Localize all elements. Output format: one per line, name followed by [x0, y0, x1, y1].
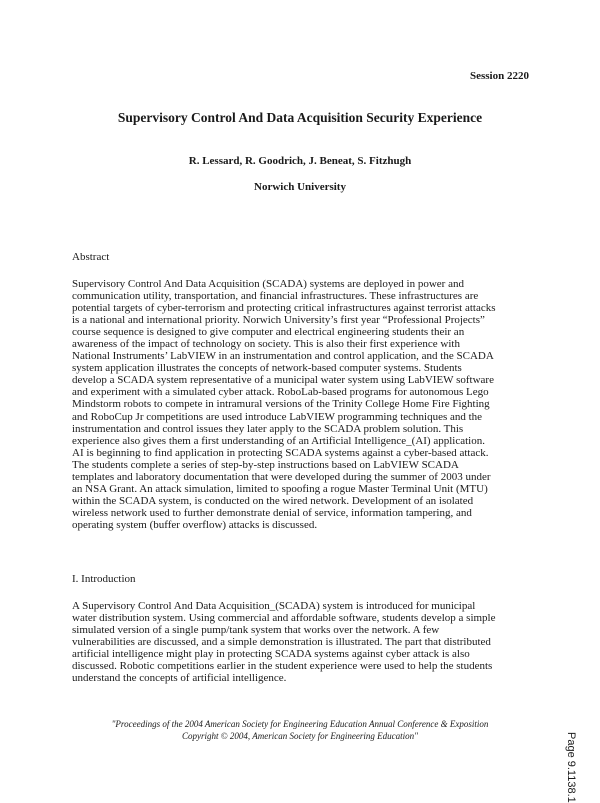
text-line: AI is beginning to find application in protecting SCADA systems against a cyber-based attack. [72, 446, 489, 459]
text-line: wireless network used to further demonstrate denial of service, information tampering, and [72, 506, 472, 519]
introduction-heading: I. Introduction [72, 573, 136, 585]
text-line: communication utility, transportation, and financial infrastructures. These infrastructures are [72, 290, 479, 303]
text-line: water distribution system. Using commercial and affordable software, students develop a simple [72, 612, 496, 625]
text-line: potential targets of cyber-terrorism and protecting critical infrastructures against terrorist attacks [72, 302, 496, 315]
abstract-body [72, 278, 532, 531]
text-line: templates and laboratory documentation that were developed during the summer of 2003 under [72, 470, 491, 483]
text-line: within the SCADA system, is conducted on the wired network. Development of an isolated [72, 494, 474, 507]
page-number-stamp: Page 9.1138.1 [565, 732, 577, 803]
text-line: system application illustrates the concepts of network-based computer systems. Students [72, 362, 462, 375]
text-line: course sequence is designed to give computer and electrical engineering students their an [72, 326, 465, 339]
introduction-body [72, 600, 532, 684]
text-line: A Supervisory Control And Data Acquisition_(SCADA) system is introduced for municipal [72, 600, 476, 612]
paper-title: Supervisory Control And Data Acquisition Security Experience [117, 110, 483, 125]
text-line: experience also gives them a first understanding of an Artificial Intelligence_(AI) application. [72, 434, 485, 447]
footer [0, 718, 600, 742]
author-list: R. Lessard, R. Goodrich, J. Beneat, S. Fitzhugh [188, 155, 412, 167]
text-line: operating system (buffer overflow) attacks is discussed. [72, 518, 318, 531]
text-line: discussed. Robotic competitions earlier in the student experience were used to help the students [72, 660, 493, 673]
text-line: instrumentation and control issues they later apply to the SCADA problem solution. This [72, 422, 464, 435]
text-line: and RoboCup Jr competitions are used introduce LabVIEW programming techniques and the [72, 410, 483, 423]
text-line: and experiment with a simulated cyber attack. RoboLab-based programs for autonomous Lego [72, 386, 489, 399]
text-line: is a national and international priority. Norwich University’s first year “Professional Projects” [72, 314, 485, 327]
text-line: The students complete a series of step-by-step instructions based on LabVIEW SCADA [72, 458, 459, 471]
text-line: vulnerabilities are discussed, and a simple demonstration is illustrated. The part that distributed [72, 636, 491, 649]
text-line: artificial intelligence might play in protecting SCADA systems against cyber attack is also [72, 648, 470, 661]
affiliation: Norwich University [254, 181, 346, 193]
text-line: Supervisory Control And Data Acquisition (SCADA) systems are deployed in power and [72, 278, 464, 290]
text-line: an NSA Grant. An attack simulation, limited to spoofing a rogue Master Terminal Unit (MTU) [72, 482, 488, 495]
text-line: simulated version of a single pump/tank system that works over the network. A few [72, 624, 440, 637]
text-line: understand the concepts of artificial intelligence. [72, 672, 287, 685]
footer-proceedings-line: "Proceedings of the 2004 American Society for Engineering Education Annual Conference & Exposition [111, 719, 489, 729]
text-line: Mindstorm robots to compete in intramural versions of the Trinity College Home Fire Fighting [72, 398, 490, 411]
abstract-heading: Abstract [72, 251, 110, 263]
footer-copyright-line: Copyright © 2004, American Society for Engineering Education" [182, 731, 418, 741]
text-line: develop a SCADA system representative of a municipal water system using LabVIEW software [72, 374, 494, 387]
text-line: awareness of the impact of technology on society. This is also their first experience with [72, 338, 460, 351]
text-line: National Instruments’ LabVIEW in an instrumentation and control application, and the SCADA [72, 350, 494, 363]
session-label: Session 2220 [470, 70, 529, 82]
